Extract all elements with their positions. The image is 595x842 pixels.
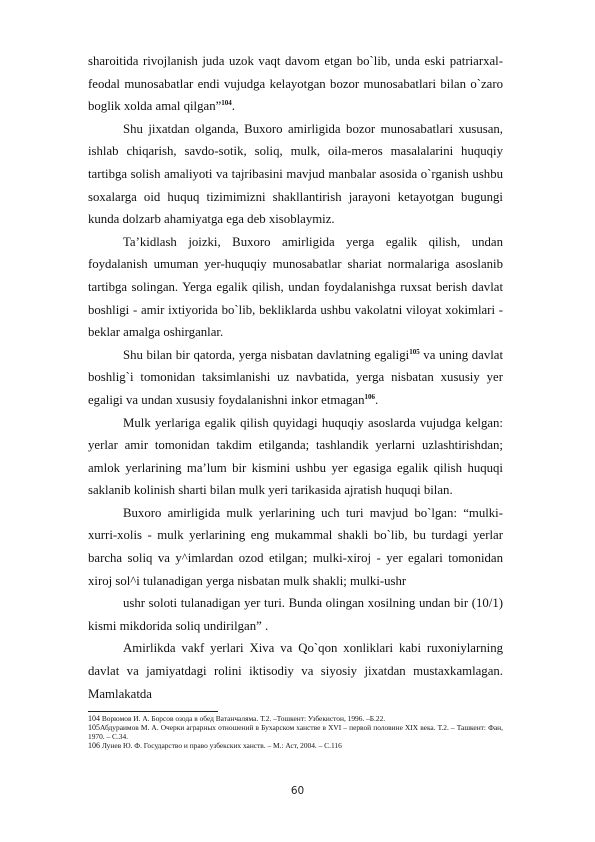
document-page: [88, 50, 503, 750]
footnote-104: 104 Ворюмов И. А. Борсов озода в обед Ватанчаляма. Т.2. –Тошкент: Узбекистон, 1996. –Б.22.: [88, 714, 386, 724]
paragraph-mulk-yerlari: Mulk yerlariga egalik qilish quyidagi huquqiy asoslarda vujudga kelgan: yerlar amir tomonidan takdim etilganda; tashlandik yerlarni uzlashtirishdan; amlok yerlarining ma’lum bir kismini ushbu yer egasiga egalik qilish huquqi saklanib kolinish sharti bilan mulk yeri tarikasida ajratish huquqi bilan.: [88, 415, 503, 498]
paragraph-ushr-soloti: ushr soloti tulanadigan yer turi. Bunda olingan xosilning undan bir (10/1) kismi mikdorida soliq undirilgan” .: [88, 596, 503, 633]
footnote-divider: [88, 711, 218, 712]
footnote-105: 105Абдураимов М. А. Очерки аграрных отношений в Бухарском ханстве в XVI – первой половине XIX века. Т.2. – Ташкент: Фан, 1970. – С.34.: [88, 723, 503, 742]
paragraph-vakf-yerlari: Amirlikda vakf yerlari Xiva va Qo`qon xonliklari kabi ruxoniylarning davlat va jamiyatdagi rolini iktisodiy va siyosiy jixatdan mustaxkamlagan. Mamlakatda: [88, 641, 503, 701]
footnote-ref-104[interactable]: 104: [221, 99, 232, 108]
page-number: 60: [290, 785, 305, 797]
footnote-106: 106 Лунев Ю. Ф. Государство и право узбекских ханств. – М.: Аст, 2004. – С.116: [88, 741, 342, 751]
footnote-ref-105[interactable]: 105: [409, 347, 420, 356]
footnote-ref-106[interactable]: 106: [364, 392, 375, 401]
paragraph-davlat-egaligi: Shu bilan bir qatorda, yerga nisbatan davlatning egaligi$^{105}$ va uning davlat boshlig`i tomonidan taksimlanishi uz navbatida, yerga nisbatan xususiy yer egaligi va undan xususiy foydalanishni inkor etmagan$^{106}$.: [88, 347, 504, 407]
paragraph-bozor-munosabatlari: Shu jixatdan olganda, Buxoro amirligida bozor munosabatlari xususan, ishlab chiqarish, savdo-sotik, soliq, mulk, oila-meros masalalarini huquqiy tartibga solish amaliyoti va tajribasini mavjud manbalar asosida o`rganish ushbu soxalarga oid huquq tizimimizni shakllantirish jarayoni ketayotgan bugungi kunda dolzarb ahamiyatga ega deb xisoblaymiz.: [88, 121, 503, 227]
paragraph-yerga-egalik: Ta’kidlash joizki, Buxoro amirligida yerga egalik qilish, undan foydalanish umuman yer-huquqiy munosabatlar shariat normalariga asoslanib tartibga solingan. Yerga egalik qilish, undan foydalanishga ruxsat berish davlat boshligi - amir ixtiyorida bo`lib, bekliklarda ushbu vakolatni viloyat xokimlari - beklar amalga oshirganlar.: [88, 234, 503, 340]
paragraph-continuation: sharoitida rivojlanish juda uzok vaqt davom etgan bo`lib, unda eski patriarxal-feodal munosabatlar endi vujudga kelayotgan bozor munosabatlari bilan o`zaro boglik xolda amal qilgan”$^{104}$.: [88, 54, 503, 114]
paragraph-mulk-turlari: Buxoro amirligida mulk yerlarining uch turi mavjud bo`lgan: “mulki- xurri-xolis - mulk yerlarining eng mukammal shakli bo`lib, bu turdagi yerlar barcha soliq va y^imlardan ozod etilgan; mulki-xiroj - yer egalari tomonidan xiroj sol^i tulanadigan yerga nisbatan mulk shakli; mulki-ushr: [88, 505, 503, 588]
